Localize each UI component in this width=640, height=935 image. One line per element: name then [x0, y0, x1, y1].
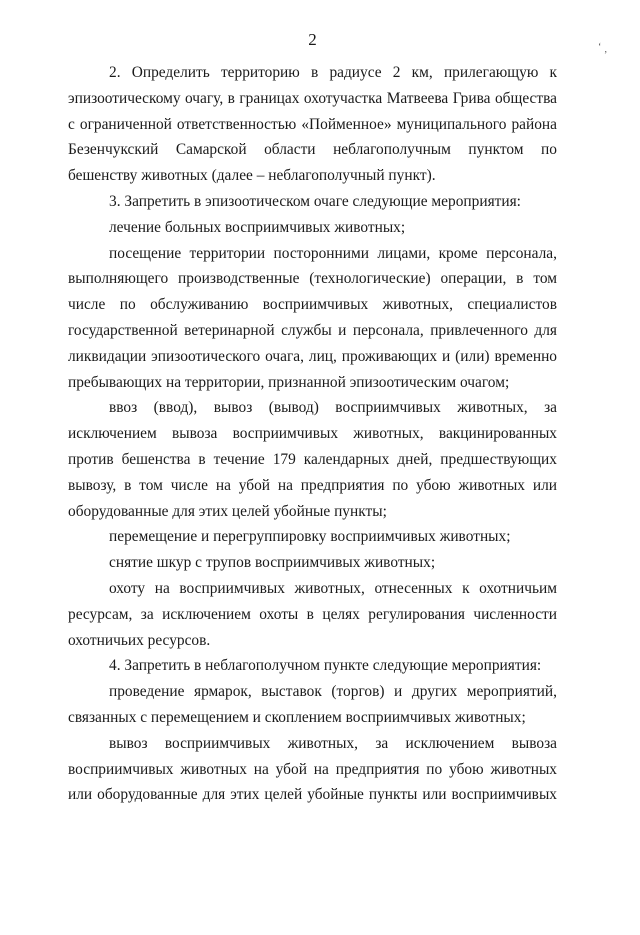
paragraph-6: перемещение и перегруппировку восприимчивых животных; [109, 528, 511, 546]
paragraph-5: ввоз (ввод), вывоз (вывод) восприимчивых животных, за исключением вывоза восприимчивых животных, вакцинированных против бешенства в течение 179 календарных дней, предшествующих вывозу, в том числе на убой на предприятия по убою животных или оборудованные для этих целей убойные пункты; [68, 399, 557, 520]
paragraph-7: снятие шкур с трупов восприимчивых животных; [109, 554, 436, 572]
paragraph-4: посещение территории посторонними лицами, кроме персонала, выполняющего производственные (технологические) операции, в том числе по обслуживанию восприимчивых животных, специалистов государственной ветеринарной службы и персонала, привлеченного для ликвидации эпизоотического очага, лиц, проживающих и (или) временно пребывающих на территории, признанной эпизоотическим очагом; [68, 244, 557, 391]
scan-speck: ‘ [598, 42, 602, 53]
paragraph-1: 2. Определить территорию в радиусе 2 км, прилегающую к эпизоотическому очагу, в границах охотучастка Матвеева Грива общества с ограниченной ответственностью «Пойменное» муниципального района Безенчукский Самарской области неблагополучным пунктом по бешенству животных (далее – неблагополучный пункт). [68, 64, 557, 185]
scan-speck: ’ [604, 50, 608, 61]
paragraph-11: вывоз восприимчивых животных, за исключением вывоза восприимчивых животных на убой на предприятия по убою животных или оборудованные для этих целей убойные пункты или восприимчивых [68, 734, 557, 804]
paragraph-8: охоту на восприимчивых животных, отнесенных к охотничьим ресурсам, за исключением охоты в целях регулирования численности охотничьих ресурсов. [68, 579, 557, 649]
paragraph-3: лечение больных восприимчивых животных; [109, 218, 406, 236]
paragraph-9: 4. Запретить в неблагополучном пункте следующие мероприятия: [109, 657, 542, 675]
document-page [0, 30, 640, 935]
paragraph-2: 3. Запретить в эпизоотическом очаге следующие мероприятия: [109, 192, 521, 210]
page-number: 2 [308, 30, 317, 49]
paragraph-10: проведение ярмарок, выставок (торгов) и других мероприятий, связанных с перемещением и скоплением восприимчивых животных; [68, 683, 557, 726]
